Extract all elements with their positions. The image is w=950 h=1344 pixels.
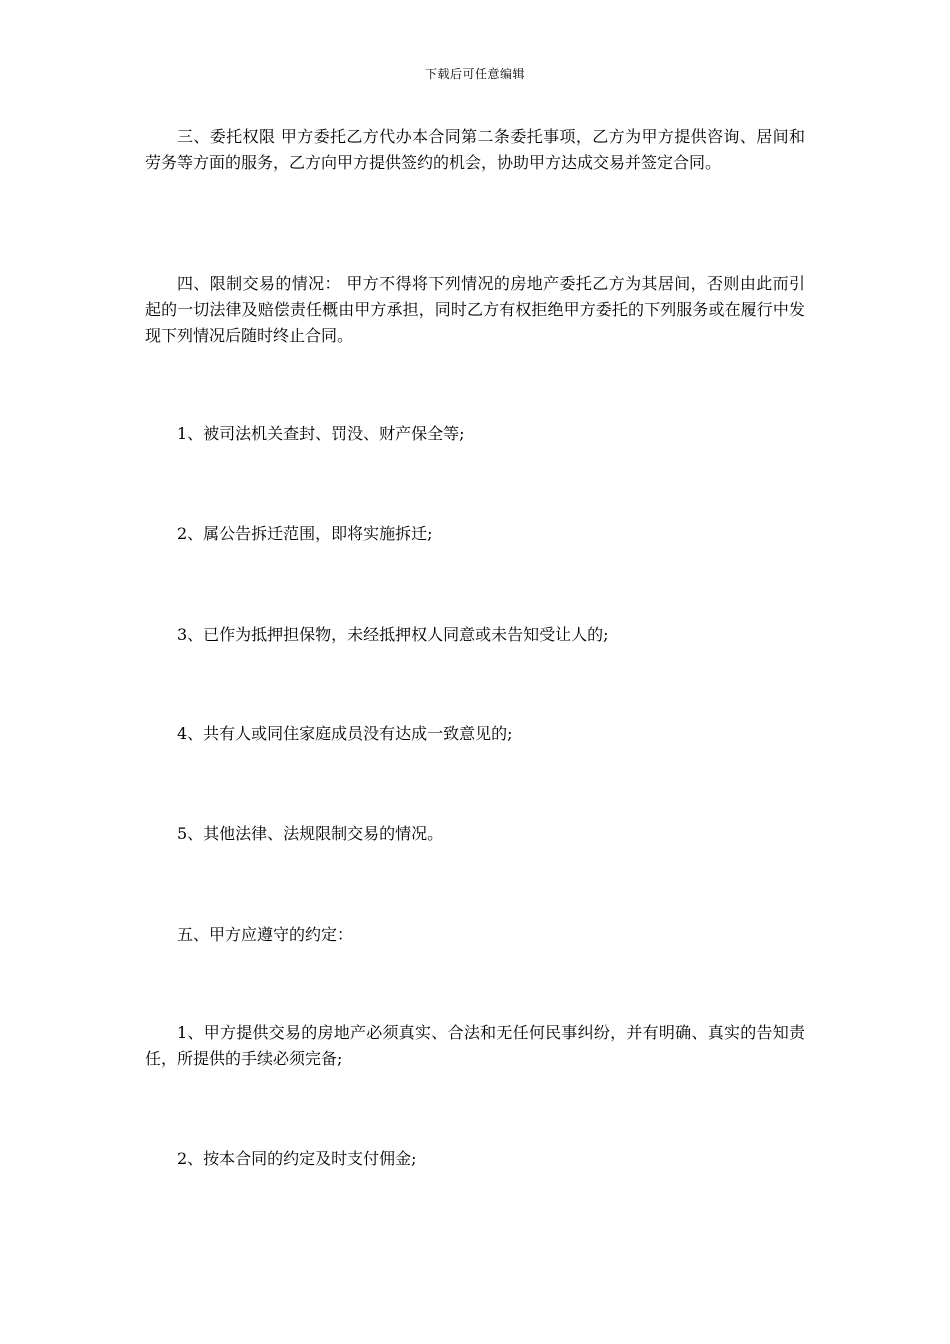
restriction-item-4: 4、共有人或同住家庭成员没有达成一致意见的; — [177, 724, 513, 743]
clause-3-entrustment-authority: 三、委托权限 甲方委托乙方代办本合同第二条委托事项，乙方为甲方提供咨询、居间和劳务等方面的服务，乙方向甲方提供签约的机会，协助甲方达成交易并签定合同。 — [145, 127, 805, 172]
restriction-item-3: 3、已作为抵押担保物，未经抵押权人同意或未告知受让人的; — [177, 625, 609, 644]
obligation-item-2: 2、按本合同的约定及时支付佣金; — [177, 1149, 417, 1168]
restriction-item-5: 5、其他法律、法规限制交易的情况。 — [177, 824, 444, 843]
clause-5-party-a-obligations-heading: 五、甲方应遵守的约定： — [177, 925, 354, 944]
restriction-item-1: 1、被司法机关查封、罚没、财产保全等; — [177, 424, 465, 443]
clause-4-transaction-restrictions: 四、限制交易的情况： 甲方不得将下列情况的房地产委托乙方为其居间，否则由此而引起的一切法律及赔偿责任概由甲方承担，同时乙方有权拒绝甲方委托的下列服务或在履行中发现下列情况后随时终止合同。 — [145, 274, 805, 345]
obligation-item-1: 1、甲方提供交易的房地产必须真实、合法和无任何民事纠纷，并有明确、真实的告知责任，所提供的手续必须完备; — [145, 1023, 805, 1068]
restriction-item-2: 2、属公告拆迁范围，即将实施拆迁; — [177, 524, 433, 543]
page-header: 下载后可任意编辑 — [424, 67, 525, 81]
